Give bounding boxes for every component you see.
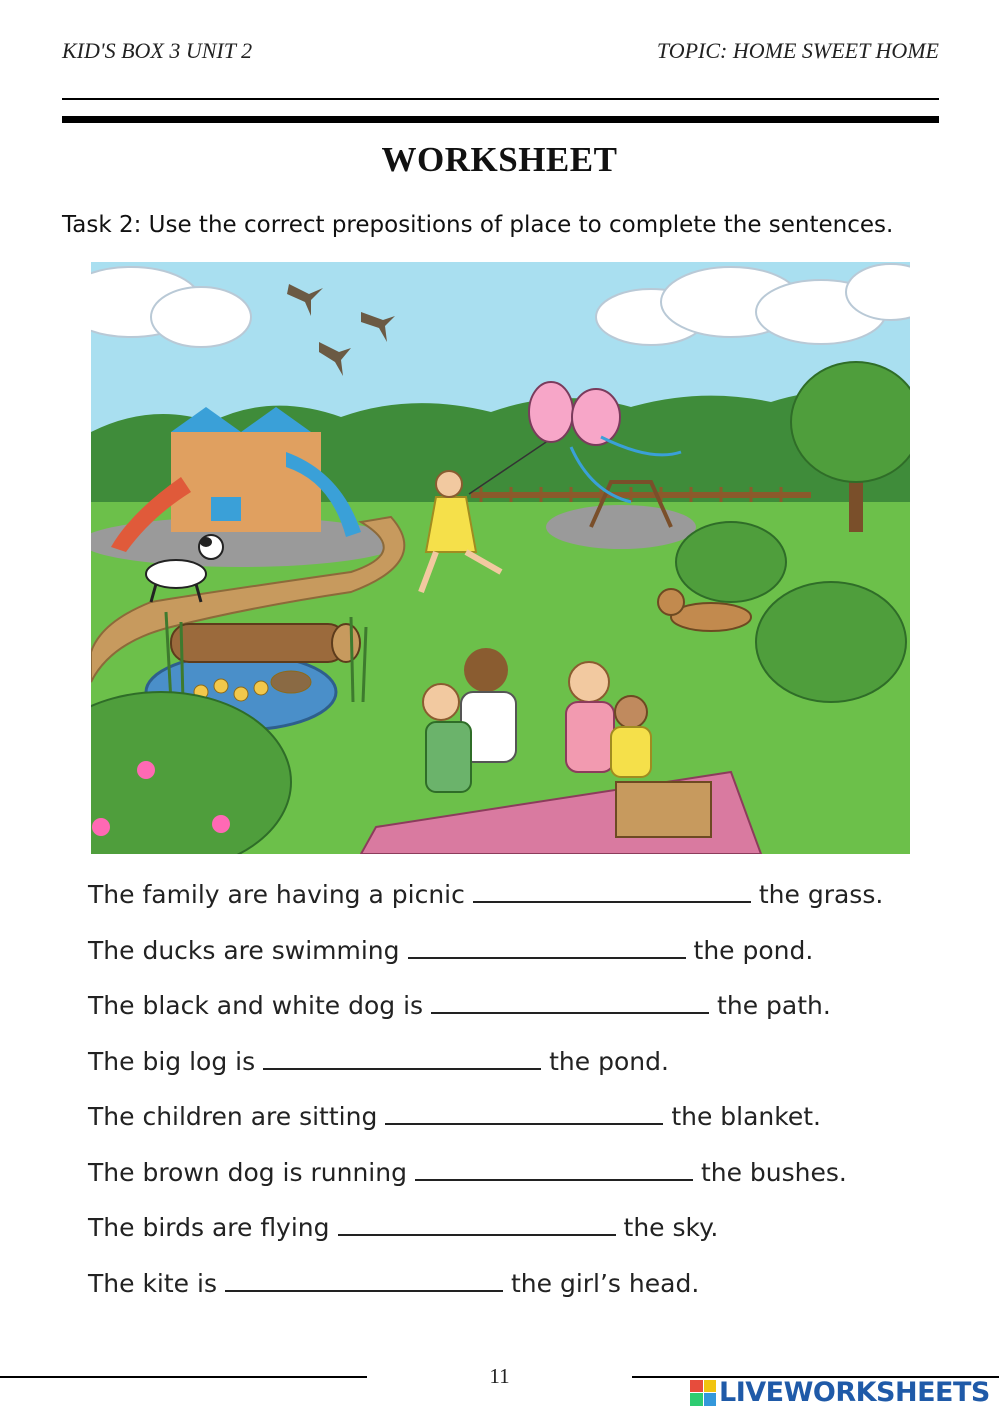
sentence-text-before: The family are having a picnic (88, 880, 465, 909)
answer-blank[interactable] (263, 1046, 541, 1070)
answer-blank[interactable] (408, 935, 686, 959)
sentence-8 (88, 1263, 883, 1319)
sentence-text-after: the pond. (549, 1046, 669, 1076)
sentence-7 (88, 1207, 883, 1263)
header-topic: TOPIC: HOME SWEET HOME (656, 38, 939, 63)
sentence-4 (88, 1041, 883, 1097)
sentence-text-before: The children are sitting (88, 1102, 378, 1131)
sentence-text-after: the pond. (693, 935, 814, 965)
answer-blank[interactable] (385, 1101, 663, 1125)
sentence-3 (88, 985, 883, 1041)
answer-blank[interactable] (225, 1268, 503, 1292)
header-divider-thick (62, 116, 939, 123)
sentence-text-after: the sky. (623, 1213, 719, 1242)
liveworksheets-logo (690, 1377, 990, 1408)
header-divider-thin (62, 98, 939, 100)
sentence-2 (88, 930, 883, 986)
answer-blank[interactable] (431, 990, 709, 1014)
task-instruction: Task 2: Use the correct prepositions of place to complete the sentences. (62, 212, 894, 238)
answer-blank[interactable] (415, 1157, 693, 1181)
sentence-text-before: The kite is (88, 1268, 217, 1298)
page-number: 11 (489, 1364, 510, 1388)
answer-blank[interactable] (338, 1212, 616, 1236)
sentence-text-after: the path. (717, 991, 831, 1020)
sentence-text-after: the grass. (758, 880, 884, 909)
logo-text: LIVEWORKSHEETS (719, 1377, 990, 1408)
sentence-text-before: The ducks are swimming (88, 935, 400, 965)
header-unit: KID'S BOX 3 UNIT 2 (62, 38, 253, 63)
sentence-text-after: the girl’s head. (510, 1268, 700, 1298)
sentence-text-after: the blanket. (671, 1102, 821, 1131)
sentence-text-before: The birds are flying (88, 1213, 330, 1242)
sentence-list (88, 874, 883, 1318)
logo-grid-icon (690, 1380, 716, 1406)
sentence-1 (88, 874, 883, 930)
sentence-text-before: The black and white dog is (88, 991, 424, 1020)
park-picnic-illustration (91, 262, 910, 854)
sentence-6 (88, 1152, 883, 1208)
worksheet-title: WORKSHEET (381, 140, 618, 179)
sentence-text-before: The big log is (88, 1046, 256, 1076)
sentence-5 (88, 1096, 883, 1152)
answer-blank[interactable] (473, 879, 751, 903)
sentence-text-after: the bushes. (700, 1157, 847, 1187)
sentence-text-before: The brown dog is running (88, 1157, 407, 1187)
